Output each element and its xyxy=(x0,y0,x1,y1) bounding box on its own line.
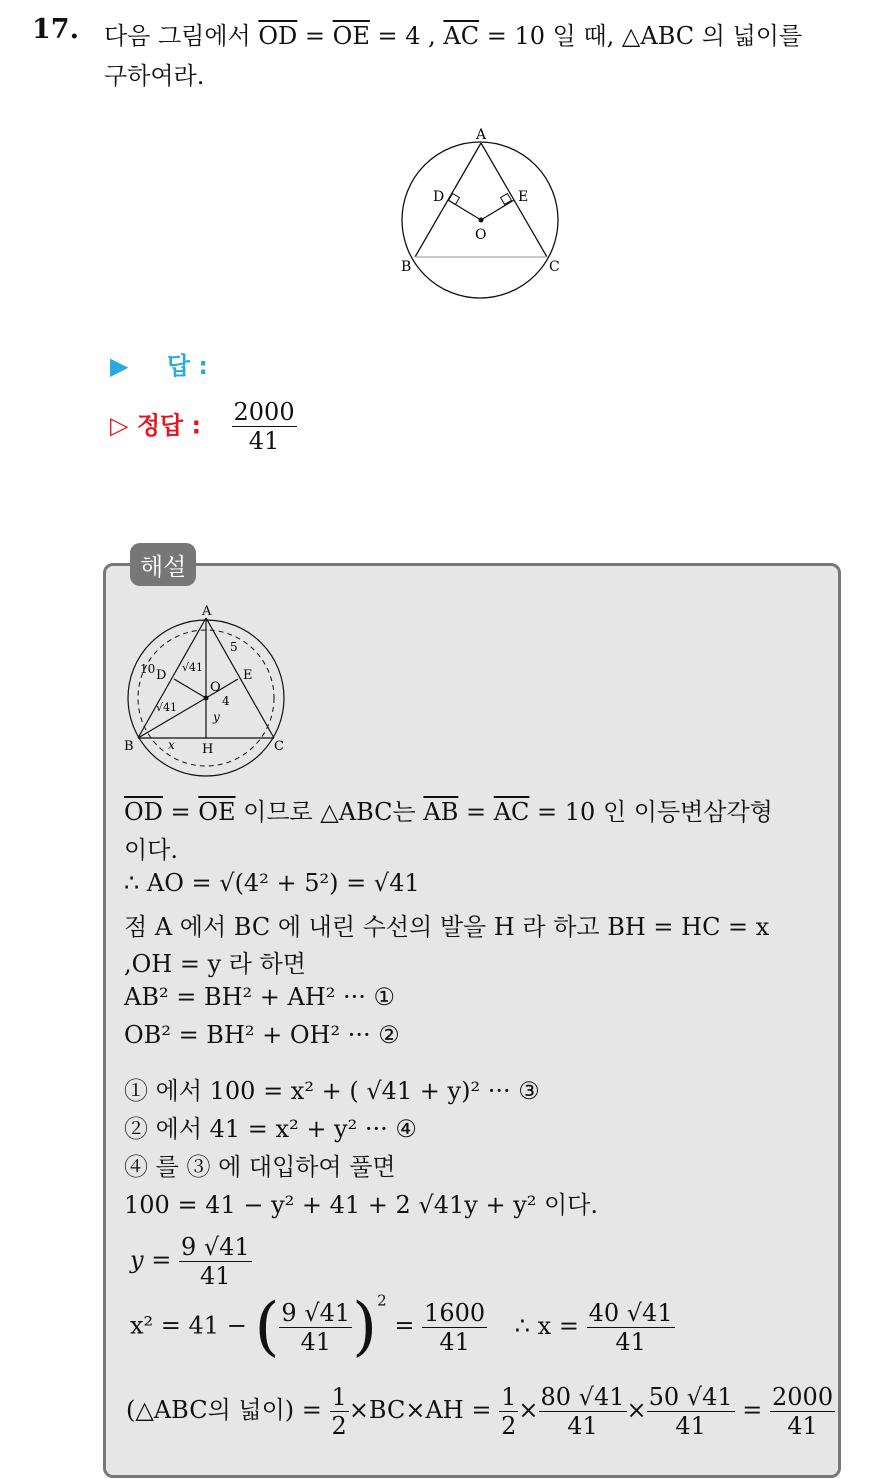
solution-figure xyxy=(118,603,298,778)
label-E: E xyxy=(518,189,529,205)
svg-text:E: E xyxy=(243,668,253,683)
y-equation: y = $\frac{9 √41}{41}$ xyxy=(130,1233,250,1290)
answer-label: 답 : xyxy=(166,352,208,380)
svg-text:5: 5 xyxy=(230,640,238,654)
svg-text:O: O xyxy=(210,680,221,695)
svg-text:√41: √41 xyxy=(156,701,178,714)
svg-text:B: B xyxy=(124,739,134,754)
svg-text:10: 10 xyxy=(140,662,156,676)
solution-line-11: 100 = 41 − y² + 41 + 2 √41y + y² 이다. xyxy=(124,1191,598,1219)
solution-line-5: ,OH = y 라 하면 xyxy=(124,950,306,978)
svg-text:H: H xyxy=(202,742,214,757)
solution-line-2: 이다. xyxy=(124,836,178,864)
label-D: D xyxy=(433,189,445,205)
solution-tag: 해설 xyxy=(130,543,196,586)
area-equation: (△ABC의 넓이) = $\frac{1}{2}$ ×BC×AH = $\frac{1}{2}$ × $\frac{80 √41}{41}$ × $\frac{50 √41}{41}$ = $\frac{2000}{41}$ xyxy=(126,1383,834,1440)
question-text-line1: 다음 그림에서 $\overline{OD} = \overline{OE} = 4$ , $\overline{AC} = 10$ 일 때, △ABC 의 넓이를 xyxy=(104,22,803,50)
solution-line-7: OB² = BH² + OH² ··· ② xyxy=(124,1021,400,1049)
label-A: A xyxy=(476,127,487,143)
svg-text:√41: √41 xyxy=(182,661,204,674)
solution-line-6: AB² = BH² + AH² ··· ① xyxy=(124,983,396,1011)
correct-answer-value: $\frac{2000}{41}$ xyxy=(233,398,295,455)
question-number: 17. xyxy=(32,14,79,45)
label-O: O xyxy=(475,227,487,243)
svg-text:A: A xyxy=(202,604,212,619)
answer-row xyxy=(110,346,208,381)
svg-text:D: D xyxy=(156,668,167,683)
solution-line-10: ④ 를 ③ 에 대입하여 풀면 xyxy=(124,1153,396,1181)
x-equation: x² = 41 − ( $\frac{9 √41}{41}$ )$^2$ = $\frac{1600}{41}$ ∴ x = $\frac{40 √41}{41}$ xyxy=(130,1290,673,1364)
solution-line-4: 점 A 에서 BC 에 내린 수선의 발을 H 라 하고 BH = HC = x xyxy=(124,913,770,941)
solution-line-3: ∴ AO = √(4² + 5²) = √41 xyxy=(124,869,420,897)
label-C: C xyxy=(549,259,560,275)
svg-text:4: 4 xyxy=(222,694,230,708)
label-B: B xyxy=(401,259,412,275)
correct-answer-label: 정답 : xyxy=(136,411,202,440)
svg-text:C: C xyxy=(274,739,284,754)
question-text-line2: 구하여라. xyxy=(104,62,205,90)
solution-line-1: $\overline{OD} = \overline{OE}$ 이므로 △ABC는 $\overline{AB} = \overline{AC} = 10$ 인 이등변삼각형 xyxy=(124,798,773,826)
correct-answer-row xyxy=(110,398,297,455)
svg-text:x: x xyxy=(168,738,175,752)
solution-line-9: ② 에서 41 = x² + y² ··· ④ xyxy=(124,1115,417,1143)
circle-triangle-figure xyxy=(395,125,565,305)
solution-line-8: ① 에서 100 = x² + ( √41 + y)² ··· ③ xyxy=(124,1077,540,1105)
play-icon: ▶ xyxy=(110,352,129,380)
outline-play-icon: ▷ xyxy=(110,411,129,440)
svg-text:y: y xyxy=(213,710,220,724)
